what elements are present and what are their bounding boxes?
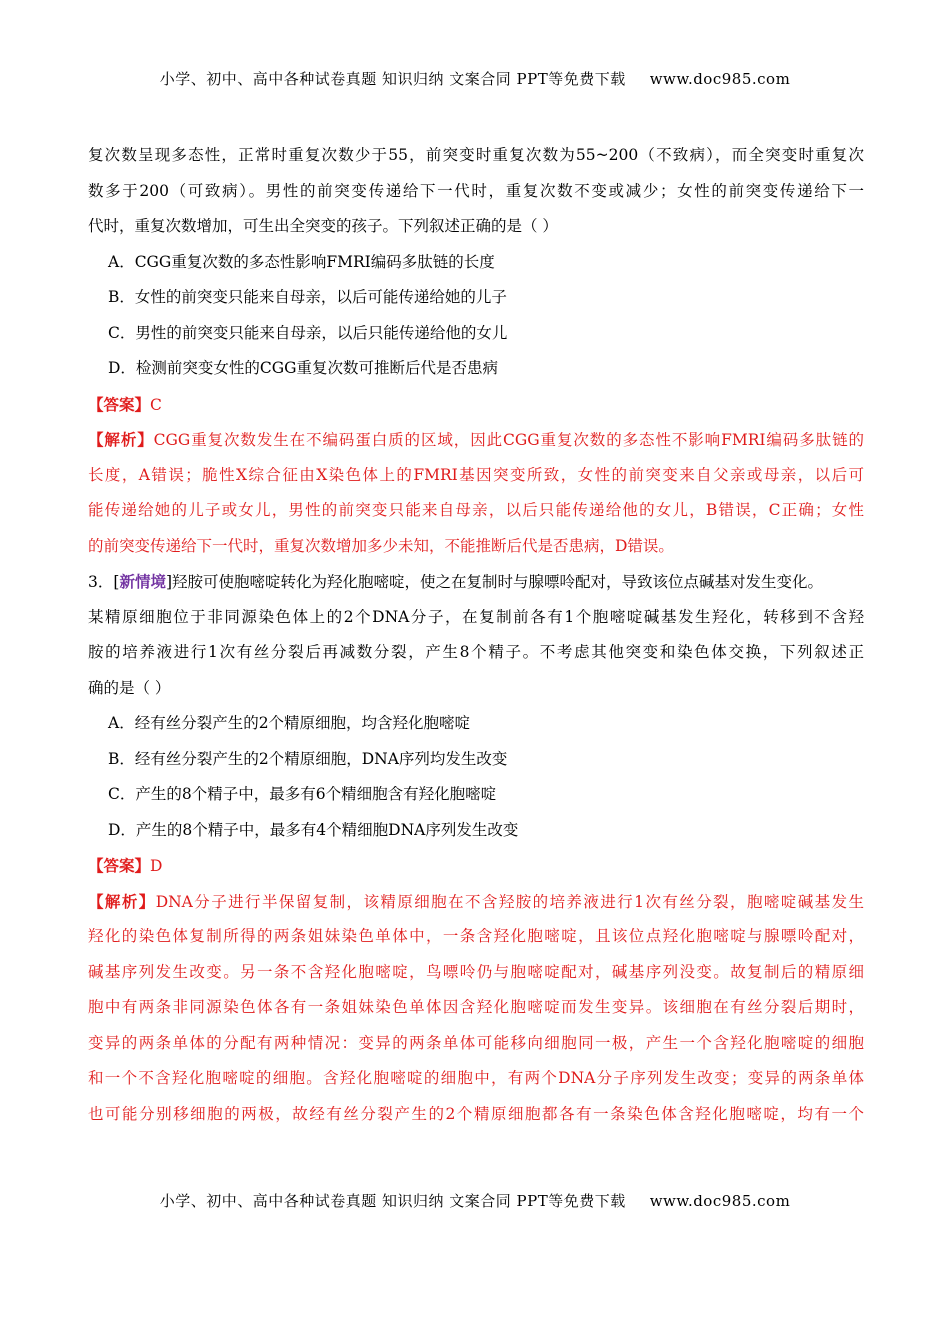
page-footer — [0, 1190, 950, 1211]
q3-stem-text: 羟胺可使胞嘧啶转化为羟化胞嘧啶，使之在复制时与腺嘌呤配对，导致该位点碱基对发生变化。 — [172, 573, 824, 591]
q3-stem-line: 确的是（ ） — [88, 678, 171, 697]
q3-analysis-line: 也可能分别移细胞的两极，故经有丝分裂产生的2个精原细胞都各有一条染色体含羟化胞嘧啶，均有一个 — [88, 1104, 864, 1123]
page-header — [0, 68, 950, 89]
q3-analysis-line: 羟化的染色体复制所得的两条姐妹染色单体中，一条含羟化胞嘧啶，且该位点羟化胞嘧啶与腺嘌呤配对， — [88, 927, 864, 945]
q2-analysis-line — [88, 422, 864, 458]
analysis-tag: 【解析】 — [88, 430, 154, 449]
q3-analysis-line: 变异的两条单体的分配有两种情况：变异的两条单体可能移向细胞同一极，产生一个含羟化胞嘧啶的细胞 — [88, 1033, 864, 1052]
q2-analysis-line: 能传递给她的儿子或女儿，男性的前突变只能来自母亲，以后只能传递给他的女儿，B错误，C正确；女性 — [88, 501, 864, 519]
q3-option-c: C．产生的8个精子中，最多有6个精细胞含有羟化胞嘧啶 — [108, 785, 497, 803]
q2-option-c: C．男性的前突变只能来自母亲，以后只能传递给他的女儿 — [108, 323, 508, 342]
q3-stem-line: 某精原细胞位于非同源染色体上的2个DNA分子，在复制前各有1个胞嘧啶碱基发生羟化，转移到不含羟 — [88, 607, 864, 626]
q2-stem-line: 数多于200（可致病）。男性的前突变传递给下一代时，重复次数不变或减少；女性的前突变传递给下一 — [88, 181, 864, 200]
q3-stem-line: 胺的培养液进行1次有丝分裂后再减数分裂，产生8个精子。不考虑其他突变和染色体交换，下列叙述正 — [88, 643, 864, 661]
analysis-text: DNA分子进行半保留复制，该精原细胞在不含羟胺的培养液进行1次有丝分裂，胞嘧啶碱基发生 — [155, 892, 864, 911]
tag-bracket-open: [ — [113, 573, 120, 591]
analysis-tag: 【解析】 — [88, 891, 156, 911]
header-text: 小学、初中、高中各种试卷真题 知识归纳 文案合同 PPT等免费下载 — [159, 70, 626, 88]
answer-tag: 【答案】 — [88, 394, 151, 414]
answer-value: C — [150, 395, 162, 414]
q2-analysis-line: 长度，A错误；脆性X综合征由X染色体上的FMRI基因突变所致，女性的前突变来自父亲或母亲，以后可 — [88, 465, 864, 484]
q3-analysis-line — [88, 884, 864, 920]
question-number: 3． — [88, 573, 114, 591]
q3-option-a: A．经有丝分裂产生的2个精原细胞，均含羟化胞嘧啶 — [108, 714, 471, 732]
tag-bracket-close: ] — [165, 573, 173, 591]
answer-value: D — [150, 857, 163, 875]
document-body — [88, 138, 864, 1132]
q3-analysis-line: 碱基序列发生改变。另一条不含羟化胞嘧啶，鸟嘌呤仍与胞嘧啶配对，碱基序列没变。故复制后的精原细 — [88, 962, 864, 981]
q3-analysis-line: 和一个不含羟化胞嘧啶的细胞。含羟化胞嘧啶的细胞中，有两个DNA分子序列发生改变；变异的两条单体 — [88, 1069, 864, 1087]
q3-option-b: B．经有丝分裂产生的2个精原细胞，DNA序列均发生改变 — [108, 749, 508, 768]
footer-text: 小学、初中、高中各种试卷真题 知识归纳 文案合同 PPT等免费下载 — [159, 1192, 626, 1210]
q3-stem-first-line — [88, 564, 864, 600]
header-site-link[interactable]: www.doc985.com — [649, 70, 791, 88]
q3-analysis-line: 胞中有两条非同源染色体各有一条姐妹染色单体因含羟化胞嘧啶而发生变异。该细胞在有丝分裂后期时， — [88, 998, 864, 1016]
answer-tag: 【答案】 — [88, 856, 151, 875]
q2-option-a: A．CGG重复次数的多态性影响FMRI编码多肽链的长度 — [108, 252, 495, 271]
q2-answer — [88, 387, 864, 423]
q2-analysis-line: 的前突变传递给下一代时，重复次数增加多少未知，不能推断后代是否患病，D错误。 — [88, 536, 674, 555]
q2-stem-line: 代时，重复次数增加，可生出全突变的孩子。下列叙述正确的是（ ） — [88, 217, 558, 235]
q2-option-b: B．女性的前突变只能来自母亲，以后可能传递给她的儿子 — [108, 288, 507, 306]
new-context-tag: 新情境 — [119, 572, 166, 591]
footer-site-link[interactable]: www.doc985.com — [649, 1192, 791, 1210]
q2-option-d: D．检测前突变女性的CGG重复次数可推断后代是否患病 — [108, 359, 499, 377]
q3-option-d: D．产生的8个精子中，最多有4个精细胞DNA序列发生改变 — [108, 820, 519, 839]
q2-stem-line: 复次数呈现多态性，正常时重复次数少于55，前突变时重复次数为55~200（不致病），而全突变时重复次 — [88, 146, 864, 164]
analysis-text: CGG重复次数发生在不编码蛋白质的区域，因此CGG重复次数的多态性不影响FMRI编码多肽链的 — [153, 431, 864, 449]
q3-answer — [88, 848, 864, 884]
